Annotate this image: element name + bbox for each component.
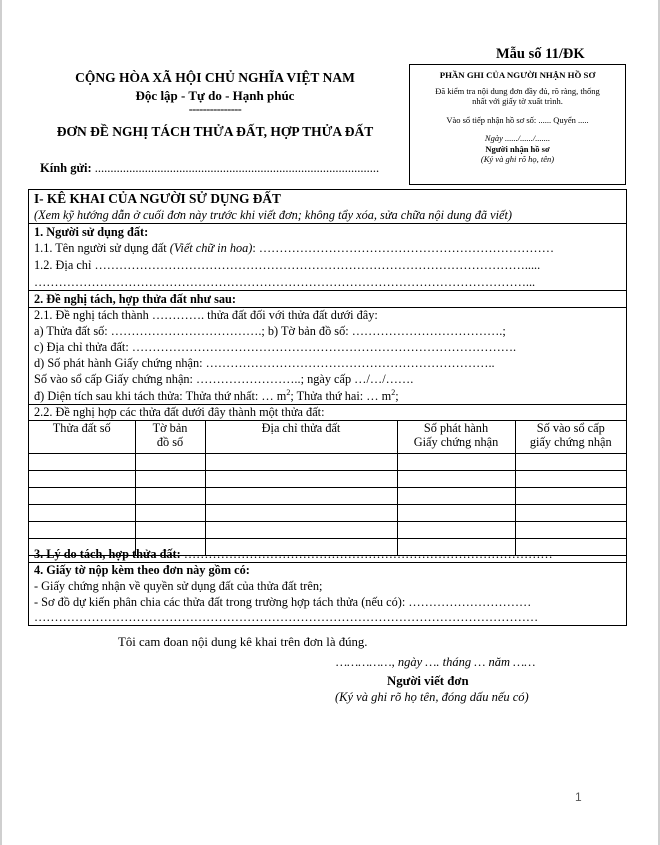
table-header-text: Thửa đất số <box>52 421 111 435</box>
recipient-line[interactable] <box>40 161 379 176</box>
table-cell[interactable] <box>515 522 626 539</box>
owner-name-dots: : ……………………………………………………………… <box>252 241 554 255</box>
page-number: 1 <box>575 790 582 804</box>
table-row <box>29 454 626 471</box>
declaration-box <box>28 189 627 626</box>
table-cell[interactable] <box>135 471 205 488</box>
split-area-field[interactable] <box>34 388 399 404</box>
split-count-field[interactable]: 2.1. Đề nghị tách thành …………. thửa đất đối với thửa đất dưới đây: <box>34 308 378 322</box>
table-cell[interactable] <box>29 471 135 488</box>
section1-heading: I- KÊ KHAI CỦA NGƯỜI SỬ DỤNG ĐẤT <box>34 191 281 206</box>
table-header-cell <box>29 421 135 454</box>
table-cell[interactable] <box>29 454 135 471</box>
table-header-cell <box>205 421 397 454</box>
receipt-box-line1: Đã kiểm tra nội dung đơn đầy đủ, rõ ràng, thống <box>435 86 600 96</box>
table-row <box>29 488 626 505</box>
owner-name-label: 1.1. Tên người sử dụng đất <box>34 241 170 255</box>
receipt-box-line3: Vào sổ tiếp nhận hồ sơ số: ...... Quyển ..... <box>446 115 589 125</box>
table-row <box>29 471 626 488</box>
table-cell[interactable] <box>205 454 397 471</box>
table-cell[interactable] <box>29 488 135 505</box>
owner-name-field[interactable] <box>34 241 554 256</box>
table-header-text: Giấy chứng nhận <box>413 435 499 449</box>
table-cell[interactable] <box>397 454 515 471</box>
table-header-text: Tờ bản <box>152 421 188 435</box>
attachment-item-2[interactable]: - Sơ đồ dự kiến phân chia các thửa đất trong trường hợp tách thửa (nếu có): ………………………… <box>34 595 532 609</box>
area-unit-sup: 2 <box>391 388 396 397</box>
table-cell[interactable] <box>29 505 135 522</box>
part3-field[interactable] <box>34 547 553 562</box>
parcel-address-field[interactable]: c) Địa chỉ thửa đất: …………………………………………………………………………………. <box>34 340 517 354</box>
owner-name-note: (Viết chữ in hoa) <box>169 241 253 255</box>
merge-parcels-table <box>29 420 626 556</box>
table-cell[interactable] <box>29 522 135 539</box>
table-cell[interactable] <box>205 505 397 522</box>
table-header-text: đồ số <box>156 435 184 449</box>
table-header-text: Địa chỉ thửa đất <box>261 421 341 435</box>
signer-title: Người viết đơn <box>387 674 469 688</box>
table-cell[interactable] <box>205 488 397 505</box>
table-row <box>29 505 626 522</box>
divider <box>29 290 626 291</box>
national-motto: Độc lập - Tự do - Hạnh phúc <box>135 88 295 103</box>
receipt-box-title: PHẦN GHI CỦA NGƯỜI NHẬN HỒ SƠ <box>439 70 596 80</box>
merge-request-label: 2.2. Đề nghị hợp các thửa đất dưới đây thành một thửa đất: <box>34 405 325 419</box>
table-row <box>29 522 626 539</box>
area-unit-sup: 2 <box>286 388 291 397</box>
part3-heading: 3. Lý do tách, hợp thửa đất: <box>34 547 181 561</box>
part4-heading: 4. Giấy tờ nộp kèm theo đơn này gồm có: <box>34 563 250 577</box>
table-header-text: giấy chứng nhận <box>529 435 612 449</box>
receipt-box <box>409 64 626 185</box>
table-cell[interactable] <box>515 454 626 471</box>
table-cell[interactable] <box>397 471 515 488</box>
form-title: ĐƠN ĐỀ NGHỊ TÁCH THỬA ĐẤT, HỢP THỬA ĐẤT <box>56 124 374 139</box>
table-cell[interactable] <box>135 522 205 539</box>
area-first-label: đ) Diện tích sau khi tách thửa: Thửa thứ nhất: … m <box>34 389 287 404</box>
part3-dots: ……………………………………………………………………………… <box>180 547 553 561</box>
table-cell[interactable] <box>205 522 397 539</box>
area-second-label: ; Thửa thứ hai: … m <box>290 389 392 404</box>
table-cell[interactable] <box>205 471 397 488</box>
signer-note: (Ký và ghi rõ họ tên, đóng dấu nếu có) <box>335 690 529 704</box>
table-header-cell <box>135 421 205 454</box>
table-cell[interactable] <box>515 488 626 505</box>
table-cell[interactable] <box>135 488 205 505</box>
table-header-cell <box>397 421 515 454</box>
table-header-text: Số phát hành <box>423 421 489 435</box>
table-cell[interactable] <box>397 522 515 539</box>
header-separator: --------------- <box>188 102 242 116</box>
nation-name: CỘNG HÒA XÃ HỘI CHỦ NGHĨA VIỆT NAM <box>75 70 355 85</box>
table-cell[interactable] <box>135 454 205 471</box>
table-cell[interactable] <box>515 471 626 488</box>
attachment-item-1: - Giấy chứng nhận về quyền sử dụng đất của thửa đất trên; <box>34 579 323 593</box>
table-cell[interactable] <box>135 505 205 522</box>
receipt-box-receiver: Người nhận hồ sơ <box>485 144 550 154</box>
certificate-register-field[interactable]: Số vào sổ cấp Giấy chứng nhận: ……………………..; ngày cấp …/…/……. <box>34 372 414 386</box>
sign-date-line[interactable]: ……………, ngày …. tháng … năm …… <box>336 655 536 669</box>
certificate-number-field[interactable]: d) Số phát hành Giấy chứng nhận: …………………………………………………………….. <box>34 356 495 370</box>
area-end: ; <box>395 389 399 404</box>
table-cell[interactable] <box>515 505 626 522</box>
parcel-map-field[interactable]: a) Thửa đất số: ……………………………….; b) Tờ bản đồ số: ……………………………….; <box>34 324 506 338</box>
table-header-row <box>29 421 626 454</box>
table-header-cell <box>515 421 626 454</box>
owner-address-dots[interactable]: …………………………………………………………………………………………………………... <box>34 275 536 289</box>
attachment-dots[interactable]: …………………………………………………………………………………………………………… <box>34 610 539 624</box>
recipient-label: Kính gửi: <box>40 161 92 175</box>
owner-address-field[interactable]: 1.2. Địa chỉ ……………………………………………………………………………………………..... <box>34 258 541 272</box>
table-header-text: Số vào sổ cấp <box>536 421 605 435</box>
divider <box>29 223 626 224</box>
commitment-text: Tôi cam đoan nội dung kê khai trên đơn là đúng. <box>118 635 368 649</box>
part2-heading: 2. Đề nghị tách, hợp thửa đất như sau: <box>34 292 236 306</box>
part1-heading: 1. Người sử dụng đất: <box>34 225 149 239</box>
receipt-box-line2: nhất với giấy tờ xuất trình. <box>472 96 563 106</box>
page-edge-left <box>0 0 2 845</box>
recipient-dots: ........................................................................................... <box>91 161 380 175</box>
receipt-box-sign-note: (Ký và ghi rõ họ, tên) <box>480 154 555 164</box>
table-cell[interactable] <box>397 505 515 522</box>
section1-note: (Xem kỹ hướng dẫn ở cuối đơn này trước khi viết đơn; không tẩy xóa, sửa chữa nội dung đã viết) <box>34 208 512 222</box>
table-cell[interactable] <box>397 488 515 505</box>
receipt-box-date: Ngày ....../....../....... <box>484 133 551 143</box>
form-code: Mẫu số 11/ĐK <box>496 46 585 62</box>
